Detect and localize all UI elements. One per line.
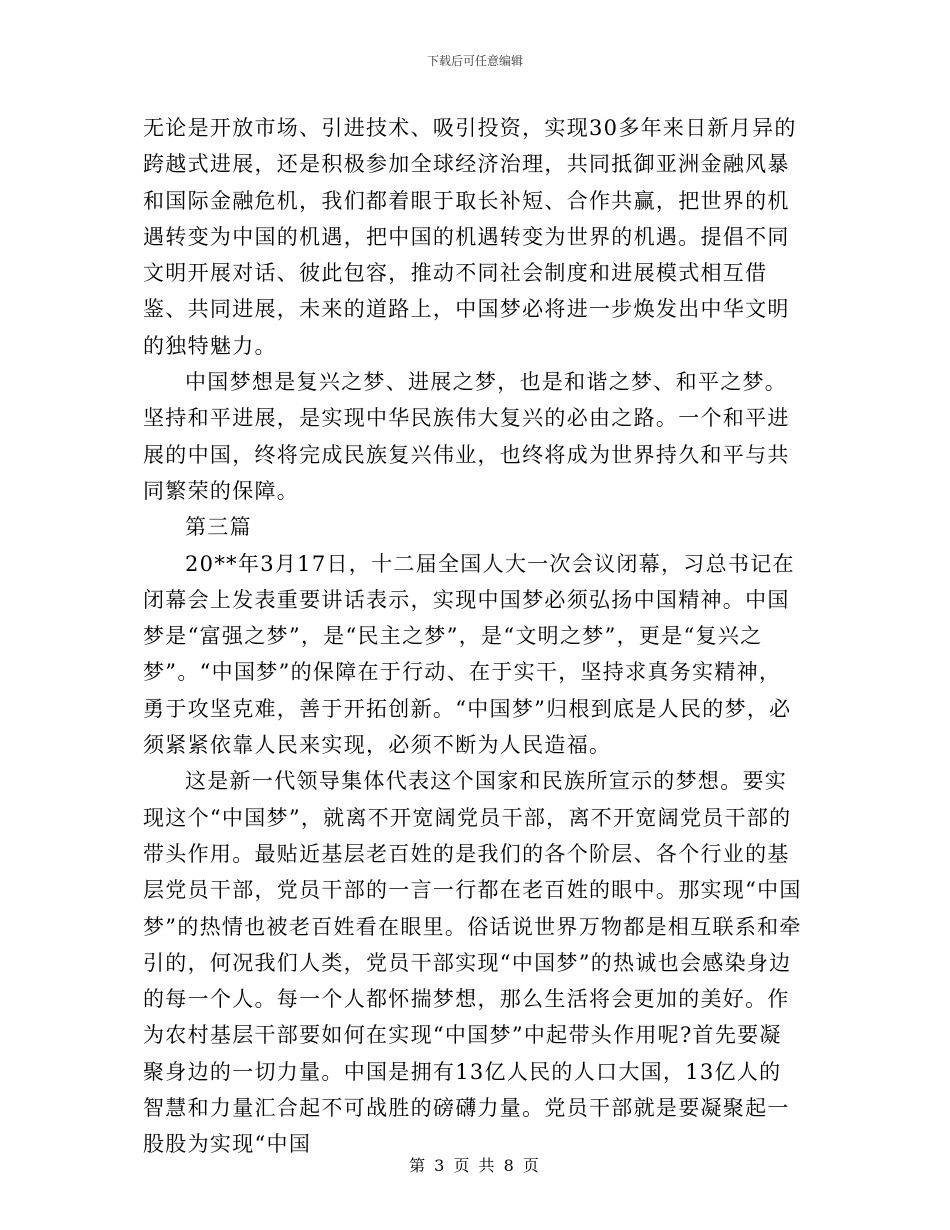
paragraph-continuation: 无论是开放市场、引进技术、吸引投资，实现30多年来日新月异的跨越式进展，还是积极参加全球经济治理，共同抵御亚洲金融风暴和国际金融危机，我们都着眼于取长补短、合作共赢，把世界的机遇转变为中国的机遇，把中国的机遇转变为世界的机遇。提倡不同文明开展对话、彼此包容，推动不同社会制度和进展模式相互借鉴、共同进展，未来的道路上，中国梦必将进一步焕发出中华文明的独特魅力。 bbox=[143, 116, 797, 358]
paragraph: 这是新一代领导集体代表这个国家和民族所宣示的梦想。要实现这个“中国梦”，就离不开宽阔党员干部，离不开宽阔党员干部的带头作用。最贴近基层老百姓的是我们的各个阶层、各个行业的基层党员干部，党员干部的一言一行都在老百姓的眼中。那实现“中国梦”的热情也被老百姓看在眼里。俗话说世界万物都是相互联系和牵引的，何况我们人类，党员干部实现“中国梦”的热诚也会感染身边的每一个人。每一个人都怀揣梦想，那么生活将会更加的美好。作为农村基层干部要如何在实现“中国梦”中起带头作用呢?首先要凝聚身边的一切力量。中国是拥有13亿人民的人口大国，13亿人的智慧和力量汇合起不可战胜的磅礴力量。党员干部就是要凝聚起一股股为实现“中国 bbox=[143, 769, 802, 1157]
paragraph: 20**年3月17日，十二届全国人大一次会议闭幕，习总书记在闭幕会上发表重要讲话表示，实现中国梦必须弘扬中国精神。中国梦是“富强之梦”，是“民主之梦”，是“文明之梦”，更是“复兴之梦”。“中国梦”的保障在于行动、在于实干，坚持求真务实精神，勇于攻坚克难，善于开拓创新。“中国梦”归根到底是人民的梦，必须紧紧依靠人民来实现，必须不断为人民造福。 bbox=[143, 551, 795, 758]
section-heading: 第三篇 bbox=[185, 515, 252, 540]
paragraph: 中国梦想是复兴之梦、进展之梦，也是和谐之梦、和平之梦。坚持和平进展，是实现中华民族伟大复兴的必由之路。一个和平进展的中国，终将完成民族复兴伟业，也终将成为世界持久和平与共同繁荣的保障。 bbox=[143, 370, 790, 503]
page-number-footer: 第 3 页 共 8 页 bbox=[409, 1156, 541, 1175]
page-header: 下载后可任意编辑 bbox=[426, 54, 523, 68]
document-body bbox=[143, 110, 803, 1163]
